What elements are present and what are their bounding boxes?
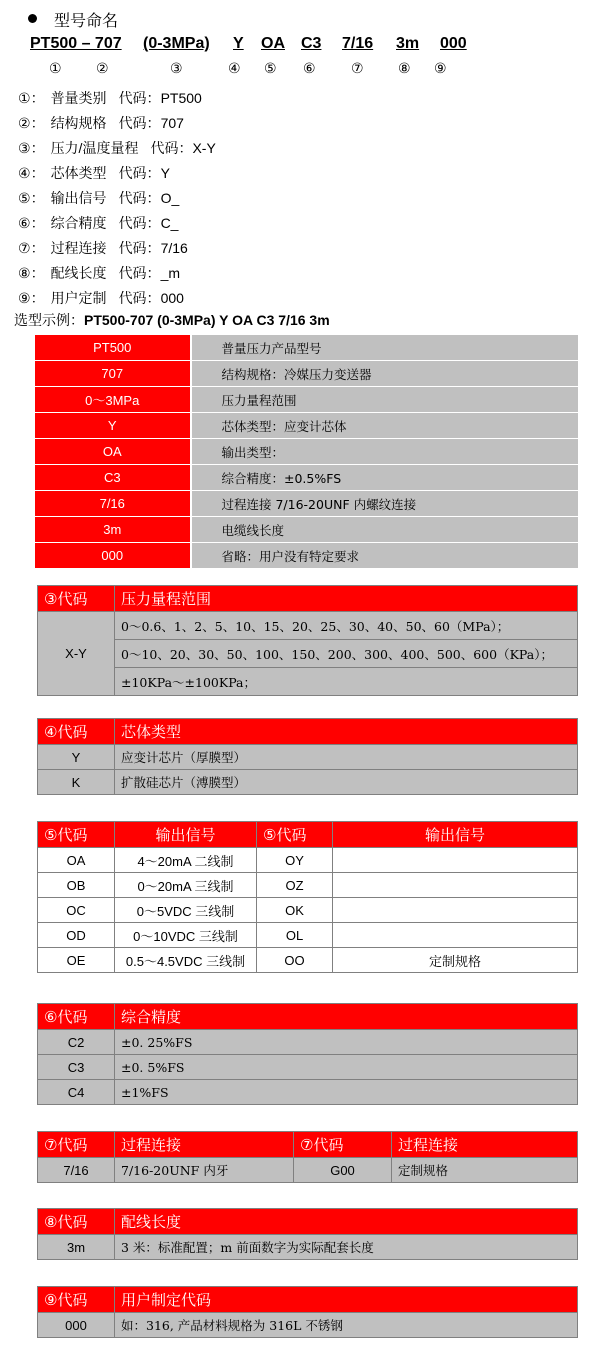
table-row: X-Y 0～0.6、1、2、5、10、15、20、25、30、40、50、60（MPa）； bbox=[38, 612, 578, 640]
header-cell: ⑦代码 bbox=[294, 1132, 392, 1158]
table-row: 7/16 7/16-20UNF 内牙 G00 定制规格 bbox=[38, 1158, 578, 1183]
table-row: OA 输出类型： bbox=[35, 439, 579, 465]
table-row: OA 4～20mA 二线制 OY bbox=[38, 848, 578, 873]
table-row: 7/16 过程连接 7/16-20UNF 内螺纹连接 bbox=[35, 491, 579, 517]
table-row: 3m 3 米：标准配置；m 前面数字为实际配套长度 bbox=[38, 1235, 578, 1260]
table-row: OC 0～5VDC 三线制 OK bbox=[38, 898, 578, 923]
table-row: 000 如：316, 产品材料规格为 316L 不锈钢 bbox=[38, 1313, 578, 1338]
cable-table bbox=[37, 1208, 578, 1260]
range-table bbox=[37, 585, 578, 696]
table-row: C2 ±0. 25%FS bbox=[38, 1030, 578, 1055]
table-row: 000 省略：用户没有特定要求 bbox=[35, 543, 579, 569]
table-row: OD 0～10VDC 三线制 OL bbox=[38, 923, 578, 948]
param-row: ⑤： 输出信号 代码：O_ bbox=[18, 190, 180, 206]
table-row: C4 ±1%FS bbox=[38, 1080, 578, 1105]
model-part: Y bbox=[233, 35, 244, 52]
param-row: ③： 压力/温度量程 代码：X-Y bbox=[18, 140, 216, 156]
model-part: 3m bbox=[396, 35, 420, 52]
header-cell: 压力量程范围 bbox=[115, 586, 578, 612]
model-part: C3 bbox=[301, 35, 322, 52]
header-cell: 输出信号 bbox=[333, 822, 578, 848]
table-row: C3 ±0. 5%FS bbox=[38, 1055, 578, 1080]
marker: ⑦ bbox=[351, 61, 364, 77]
header-cell: ④代码 bbox=[38, 719, 115, 745]
section-heading: 型号命名 bbox=[54, 13, 119, 30]
header-cell: ⑥代码 bbox=[38, 1004, 115, 1030]
table-row: 0～10、20、30、50、100、150、200、300、400、500、600（KPa）； bbox=[38, 640, 578, 668]
param-row: ⑧： 配线长度 代码：_m bbox=[18, 265, 181, 281]
header-cell: 输出信号 bbox=[115, 822, 257, 848]
header-cell: ⑧代码 bbox=[38, 1209, 115, 1235]
sensor-table bbox=[37, 718, 578, 795]
header-cell: 芯体类型 bbox=[115, 719, 578, 745]
custom-table bbox=[37, 1286, 578, 1338]
model-part: 000 bbox=[440, 35, 467, 52]
marker: ⑨ bbox=[434, 61, 447, 77]
table-row: 0～3MPa 压力量程范围 bbox=[35, 387, 579, 413]
accuracy-table bbox=[37, 1003, 578, 1105]
marker: ② bbox=[96, 61, 109, 77]
example-line bbox=[14, 310, 330, 330]
connection-table bbox=[37, 1131, 578, 1183]
marker: ④ bbox=[228, 61, 241, 77]
marker: ③ bbox=[170, 61, 183, 77]
header-cell: 过程连接 bbox=[392, 1132, 578, 1158]
table-row: OB 0～20mA 三线制 OZ bbox=[38, 873, 578, 898]
example-value: PT500-707 (0-3MPa) Y OA C3 7/16 3m bbox=[84, 312, 330, 328]
table-row: 707 结构规格：冷媒压力变送器 bbox=[35, 361, 579, 387]
header-cell: ⑤代码 bbox=[38, 822, 115, 848]
table-row: Y 芯体类型：应变计芯体 bbox=[35, 413, 579, 439]
header-cell: ⑤代码 bbox=[257, 822, 333, 848]
parameter-list bbox=[18, 86, 216, 311]
table-row: OE 0.5～4.5VDC 三线制 OO 定制规格 bbox=[38, 948, 578, 973]
param-row: ⑥： 综合精度 代码：C_ bbox=[18, 215, 179, 231]
example-label: 选型示例： bbox=[14, 312, 84, 328]
table-row: Y 应变计芯片（厚膜型） bbox=[38, 745, 578, 770]
param-row: ⑨： 用户定制 代码：000 bbox=[18, 290, 184, 306]
model-part: 7/16 bbox=[342, 35, 374, 52]
header-cell: 综合精度 bbox=[115, 1004, 578, 1030]
header-cell: 配线长度 bbox=[115, 1209, 578, 1235]
marker: ⑤ bbox=[264, 61, 277, 77]
marker: ⑥ bbox=[303, 61, 316, 77]
bullet-icon bbox=[28, 14, 37, 23]
param-row: ④： 芯体类型 代码：Y bbox=[18, 165, 170, 181]
header-cell: ⑦代码 bbox=[38, 1132, 115, 1158]
example-table bbox=[34, 334, 579, 569]
marker: ① bbox=[49, 61, 62, 77]
header-cell: ⑨代码 bbox=[38, 1287, 115, 1313]
marker: ⑧ bbox=[398, 61, 411, 77]
model-part: PT500 – 707 bbox=[30, 35, 122, 52]
model-part: OA bbox=[261, 35, 285, 52]
param-row: ②： 结构规格 代码：707 bbox=[18, 115, 184, 131]
table-row: K 扩散硅芯片（溥膜型） bbox=[38, 770, 578, 795]
table-row: PT500 普量压力产品型号 bbox=[35, 335, 579, 361]
header-cell: ③代码 bbox=[38, 586, 115, 612]
model-part: (0-3MPa) bbox=[143, 35, 210, 52]
table-row: ±10KPa～±100KPa； bbox=[38, 668, 578, 696]
header-cell: 过程连接 bbox=[115, 1132, 294, 1158]
table-row: C3 综合精度：±0.5%FS bbox=[35, 465, 579, 491]
output-table bbox=[37, 821, 578, 973]
table-row: 3m 电缆线长度 bbox=[35, 517, 579, 543]
param-row: ①： 普量类别 代码：PT500 bbox=[18, 90, 202, 106]
header-cell: 用户制定代码 bbox=[115, 1287, 578, 1313]
param-row: ⑦： 过程连接 代码：7/16 bbox=[18, 240, 188, 256]
